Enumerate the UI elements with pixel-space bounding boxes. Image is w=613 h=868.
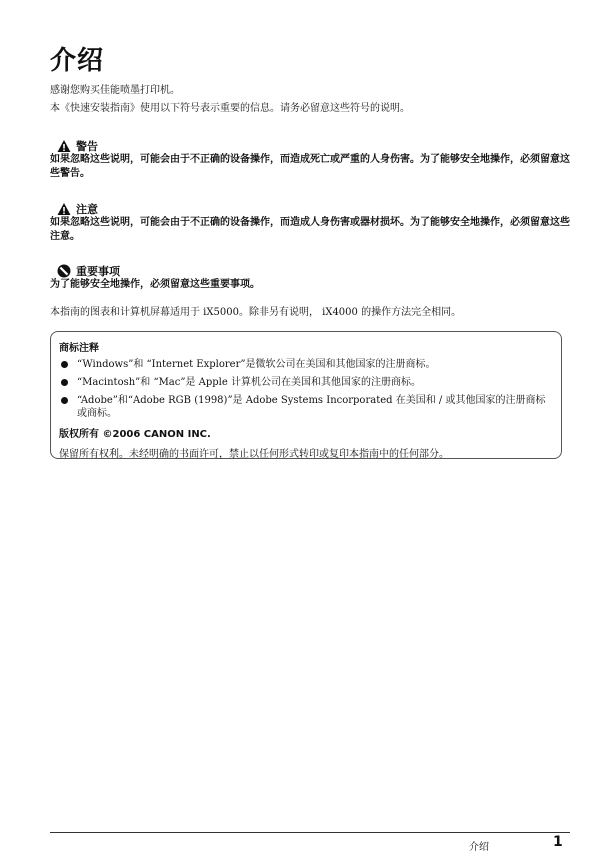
list-item: “Windows”和 “Internet Explorer”是微软公司在美国和其他国家的注册商标。 [59, 358, 553, 371]
intro-line-2: 本《快速安装指南》使用以下符号表示重要的信息。请务必留意这些符号的说明。 [50, 103, 410, 114]
copyright-notice: 版权所有 ©2006 CANON INC. [59, 429, 211, 440]
bullet-icon [61, 361, 68, 368]
footer-section-label: 介绍 [469, 842, 489, 853]
trademarks-list [59, 358, 553, 420]
rights-reserved: 保留所有权利。未经明确的书面许可，禁止以任何形式转印或复印本指南中的任何部分。 [59, 449, 449, 460]
bullet-icon [61, 379, 68, 386]
caution-triangle-icon [57, 202, 71, 216]
list-item: “Adobe”和“Adobe RGB (1998)”是 Adobe Systems Incorporated 在美国和 / 或其他国家的注册商标或商标。 [59, 394, 553, 420]
screens-note: 本指南的图表和计算机屏幕适用于 iX5000。除非另有说明， iX4000 的操作方法完全相同。 [50, 307, 462, 318]
important-heading [57, 263, 120, 279]
caution-body: 如果忽略这些说明，可能会由于不正确的设备操作，而造成人身伤害或器材损坏。为了能够安全地操作，必须留意这些注意。 [50, 217, 570, 242]
page-title: 介绍 [50, 46, 105, 76]
warning-heading [57, 138, 98, 154]
warning-triangle-icon [57, 139, 71, 153]
trademark-box [50, 331, 562, 459]
important-title: 重要事项 [76, 265, 120, 278]
important-prohibited-icon [57, 264, 71, 278]
trademarks-heading: 商标注释 [59, 343, 99, 354]
page-number: 1 [553, 834, 563, 850]
bullet-icon [61, 397, 68, 404]
list-item: “Macintosh”和 “Mac”是 Apple 计算机公司在美国和其他国家的注册商标。 [59, 376, 553, 389]
important-body: 为了能够安全地操作，必须留意这些重要事项。 [50, 279, 260, 290]
caution-heading [57, 201, 98, 217]
footer-divider [50, 832, 570, 833]
warning-title: 警告 [76, 140, 98, 153]
intro-line-1: 感谢您购买佳能喷墨打印机。 [50, 85, 180, 96]
warning-body: 如果忽略这些说明，可能会由于不正确的设备操作，而造成死亡或严重的人身伤害。为了能够安全地操作，必须留意这些警告。 [50, 154, 570, 179]
caution-title: 注意 [76, 203, 98, 216]
